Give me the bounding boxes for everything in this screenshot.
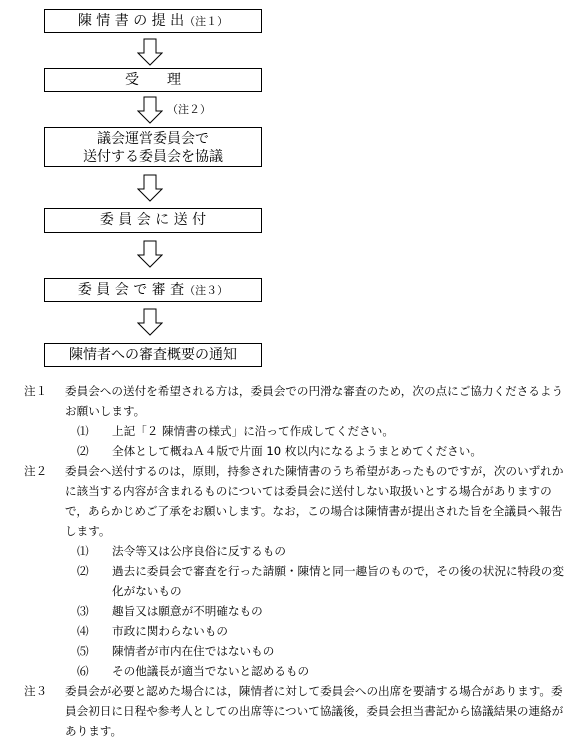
item-number: ⑸ (77, 644, 89, 658)
item-number: ⑷ (77, 624, 89, 638)
item-text: 法令等又は公序良俗に反するもの (112, 544, 286, 558)
item-number: ⑵ (77, 564, 89, 578)
item-number: ⑵ (77, 444, 89, 458)
arrow-note: （注２） (167, 103, 211, 116)
step-label: 委 員 会 に 送 付 (99, 212, 207, 228)
note-text: 委員会へ送付するのは，原則，持参された陳情書のうち希望があったものですが，次のいずれかに該当する内容が含まれるものについては委員会に送付しない取扱いとする場合がありますので，あらかじめご了承をお願いします。なお，この場合は陳情書が提出された旨を全議員へ報告します。 (65, 464, 564, 538)
item-text: 陳情者が市内在住ではないもの (112, 644, 275, 658)
note-2 (12, 461, 567, 681)
item-number: ⑹ (77, 664, 89, 678)
step-send-to-committee (44, 208, 262, 233)
item-text: 趣旨又は願意が不明確なもの (112, 604, 263, 618)
list-item (65, 421, 567, 441)
step-notify-petitioner (44, 343, 262, 367)
list-item (65, 641, 567, 661)
item-number: ⑶ (77, 604, 89, 618)
note-label: 注２ (24, 464, 48, 478)
step-submit-petition (44, 9, 262, 33)
step-label: 陳 情 書 の 提 出 (77, 13, 185, 29)
note-ref: （注３） (184, 284, 229, 297)
down-arrow-icon (137, 38, 163, 66)
list-item (65, 561, 567, 601)
down-arrow-icon (137, 308, 163, 336)
step-label: 受 理 (125, 72, 181, 88)
item-text: 全体として概ねＡ４版で片面 10 枚以内になるようまとめてください。 (112, 444, 482, 458)
list-item (65, 441, 567, 461)
step-committee-discussion (44, 127, 262, 167)
note-label: 注３ (24, 684, 48, 698)
list-item (65, 621, 567, 641)
note-ref: （注１） (184, 15, 229, 28)
notes-section (12, 381, 567, 741)
item-number: ⑴ (77, 424, 89, 438)
step-label-line2: 送付する委員会を協議 (83, 149, 223, 165)
note-text: 委員会への送付を希望される方は，委員会での円滑な審査のため，次の点にご協力くださるようお願いします。 (65, 384, 564, 418)
list-item (65, 541, 567, 561)
step-label: 委 員 会 で 審 査 (77, 282, 185, 298)
note-text: 委員会が必要と認めた場合には，陳情者に対して委員会への出席を要請する場合があります。委員会初日に日程や参考人としての出席等について協議後，委員会担当書記から協議結果の連絡があります。 (65, 684, 564, 738)
step-label-line1: 議会運営委員会で (97, 131, 209, 147)
note-3 (12, 681, 567, 741)
down-arrow-icon (137, 96, 163, 124)
down-arrow-icon (137, 240, 163, 268)
item-text: 市政に関わらないもの (112, 624, 228, 638)
note-1 (12, 381, 567, 461)
step-committee-review (44, 278, 262, 302)
item-text: その他議長が適当でないと認めるもの (112, 664, 310, 678)
note-items (65, 421, 567, 461)
item-text: 上記「２ 陳情書の様式」に沿って作成してください。 (112, 424, 394, 438)
list-item (65, 661, 567, 681)
step-receipt (44, 68, 262, 92)
down-arrow-icon (137, 174, 163, 202)
item-number: ⑴ (77, 544, 89, 558)
note-items (65, 541, 567, 681)
step-label: 陳情者への審査概要の通知 (69, 347, 237, 363)
list-item (65, 601, 567, 621)
item-text: 過去に委員会で審査を行った請願・陳情と同一趣旨のもので，その後の状況に特段の変化がないもの (112, 564, 564, 598)
note-label: 注１ (24, 384, 48, 398)
